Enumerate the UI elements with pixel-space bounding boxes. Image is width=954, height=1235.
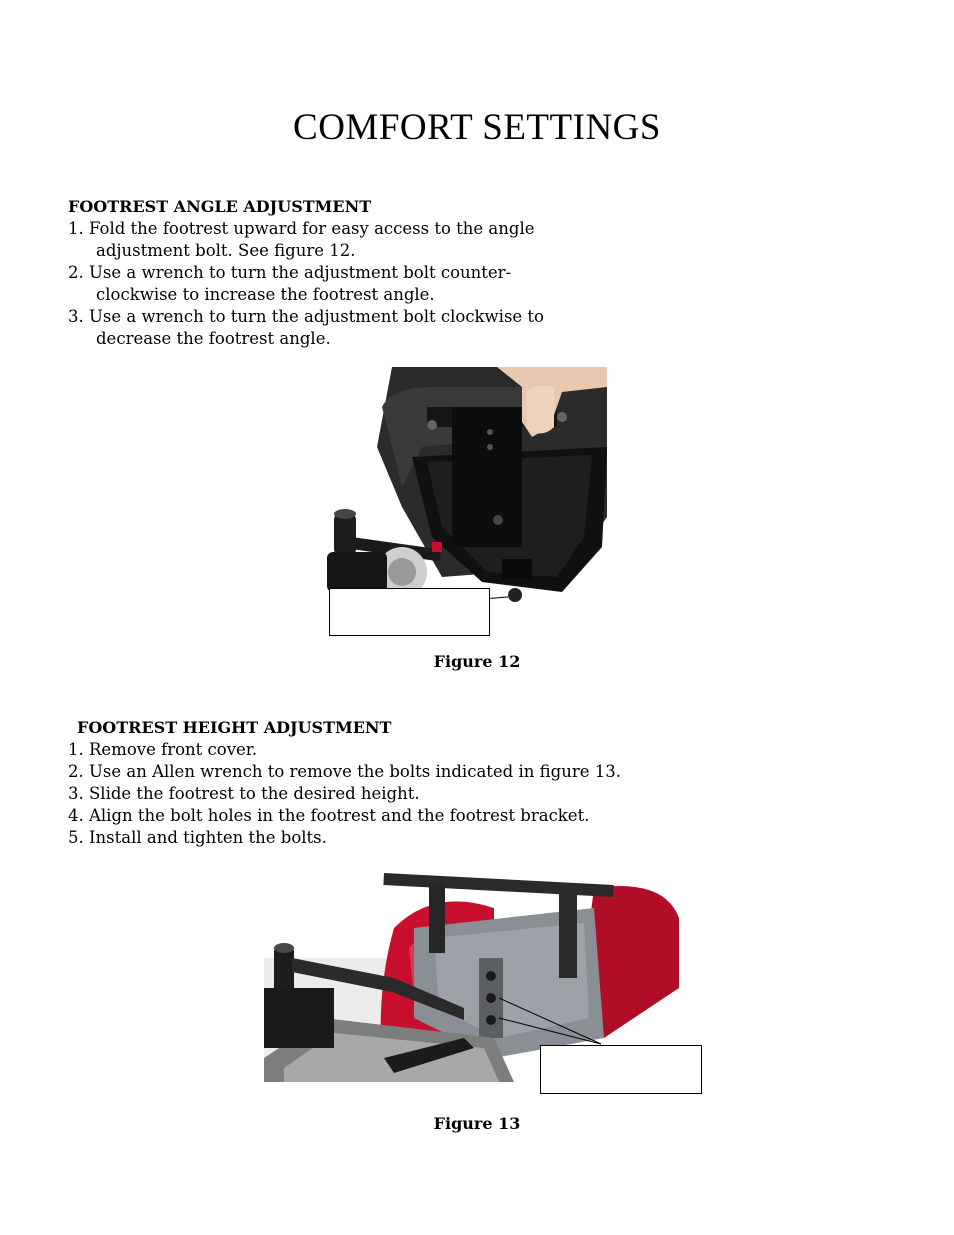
footrest-angle-illustration bbox=[322, 367, 607, 612]
figure-12-caption: Figure 12 bbox=[433, 652, 521, 671]
footrest-angle-heading: FOOTREST ANGLE ADJUSTMENT bbox=[68, 197, 372, 216]
list-item: 1. Fold the footrest upward for easy access to the angle adjustment bolt. See figure 12. bbox=[68, 219, 535, 260]
figure-13-callout-box bbox=[540, 1045, 702, 1094]
page-title: COMFORT SETTINGS bbox=[293, 107, 661, 148]
footrest-height-heading: FOOTREST HEIGHT ADJUSTMENT bbox=[77, 718, 392, 737]
footrest-height-steps bbox=[68, 739, 688, 849]
figure-13-caption: Figure 13 bbox=[433, 1114, 521, 1133]
list-item: 3. Use a wrench to turn the adjustment bolt clockwise to decrease the footrest angle. bbox=[68, 307, 544, 348]
list-item: 4. Align the bolt holes in the footrest and the footrest bracket. bbox=[68, 806, 590, 825]
figure-12-photo bbox=[322, 367, 607, 612]
list-item: 3. Slide the footrest to the desired height. bbox=[68, 784, 420, 803]
list-item: 1. Remove front cover. bbox=[68, 740, 258, 759]
footrest-angle-steps bbox=[68, 218, 588, 350]
list-item: 2. Use an Allen wrench to remove the bolts indicated in figure 13. bbox=[68, 762, 621, 781]
list-item: 2. Use a wrench to turn the adjustment bolt counter-clockwise to increase the footrest angle. bbox=[68, 263, 512, 304]
list-item: 5. Install and tighten the bolts. bbox=[68, 828, 327, 847]
figure-12-callout-box bbox=[329, 588, 490, 636]
